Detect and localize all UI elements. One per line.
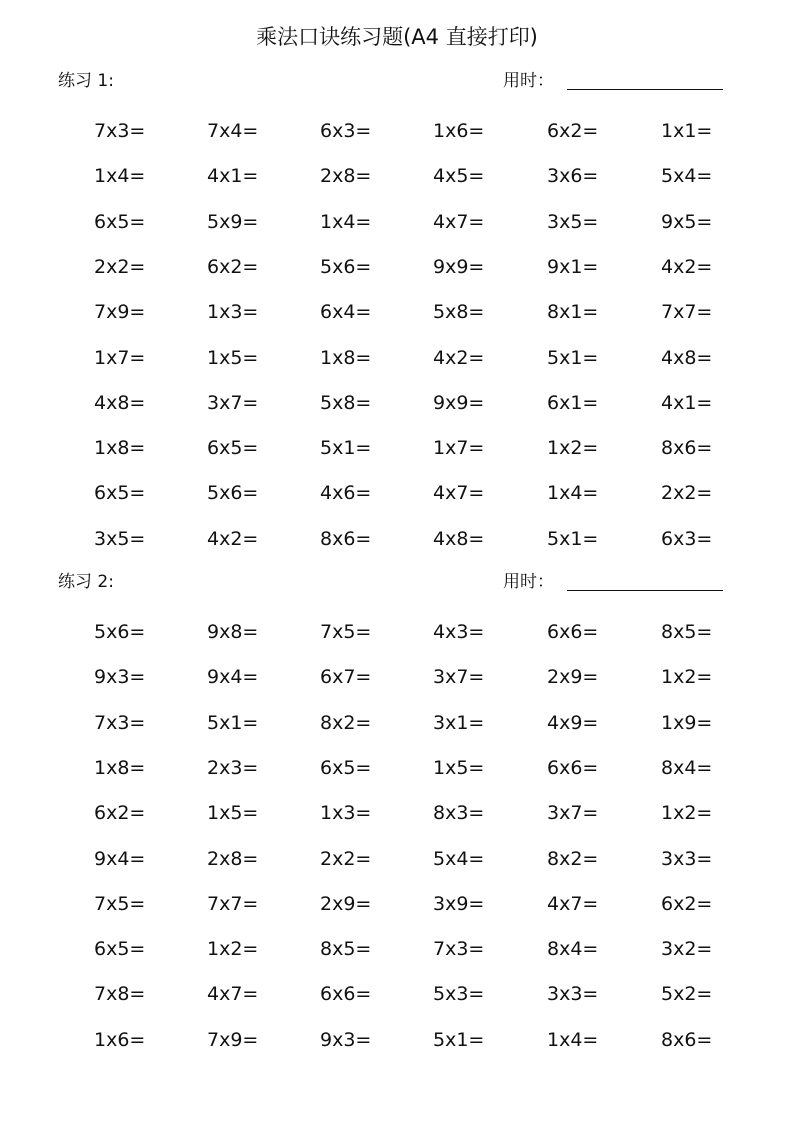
problem: 5x3= bbox=[433, 983, 485, 1005]
problem: 5x1= bbox=[547, 347, 599, 369]
problem: 4x5= bbox=[433, 165, 485, 187]
problem: 8x1= bbox=[547, 301, 599, 323]
problem: 6x5= bbox=[320, 757, 372, 779]
problem: 3x2= bbox=[661, 938, 713, 960]
problem: 9x4= bbox=[94, 848, 146, 870]
problem: 4x3= bbox=[433, 621, 485, 643]
problem: 5x4= bbox=[661, 165, 713, 187]
problem: 6x6= bbox=[547, 621, 599, 643]
section-label: 练习 2: bbox=[58, 572, 114, 592]
problem: 9x3= bbox=[320, 1029, 372, 1051]
problem: 7x4= bbox=[207, 120, 259, 142]
problem: 4x7= bbox=[433, 211, 485, 233]
problem: 4x8= bbox=[661, 347, 713, 369]
problem: 6x6= bbox=[547, 757, 599, 779]
problem: 8x2= bbox=[320, 712, 372, 734]
problem: 9x5= bbox=[661, 211, 713, 233]
problem: 8x4= bbox=[661, 757, 713, 779]
problem: 1x6= bbox=[433, 120, 485, 142]
problem: 7x7= bbox=[661, 301, 713, 323]
problem: 1x4= bbox=[320, 211, 372, 233]
problem: 5x6= bbox=[207, 482, 259, 504]
problem: 5x1= bbox=[547, 528, 599, 550]
problem: 2x2= bbox=[661, 482, 713, 504]
problem: 1x7= bbox=[94, 347, 146, 369]
problem: 8x6= bbox=[661, 1029, 713, 1051]
problem: 6x5= bbox=[94, 482, 146, 504]
problem: 3x7= bbox=[207, 392, 259, 414]
problem: 1x4= bbox=[547, 482, 599, 504]
problem: 4x9= bbox=[547, 712, 599, 734]
problem: 8x3= bbox=[433, 802, 485, 824]
problem: 3x5= bbox=[547, 211, 599, 233]
problem: 7x5= bbox=[320, 621, 372, 643]
problem: 9x8= bbox=[207, 621, 259, 643]
problem: 3x7= bbox=[433, 666, 485, 688]
problem: 2x8= bbox=[320, 165, 372, 187]
problem: 4x2= bbox=[207, 528, 259, 550]
problem: 8x5= bbox=[320, 938, 372, 960]
problem: 9x9= bbox=[433, 392, 485, 414]
problem: 4x7= bbox=[433, 482, 485, 504]
problem: 6x5= bbox=[94, 211, 146, 233]
problem: 1x2= bbox=[661, 802, 713, 824]
problem: 5x1= bbox=[433, 1029, 485, 1051]
problem: 1x5= bbox=[207, 802, 259, 824]
problem: 8x6= bbox=[320, 528, 372, 550]
problem: 7x3= bbox=[94, 120, 146, 142]
problem: 1x6= bbox=[94, 1029, 146, 1051]
problem: 7x9= bbox=[94, 301, 146, 323]
problem: 4x2= bbox=[433, 347, 485, 369]
problem: 4x1= bbox=[207, 165, 259, 187]
problem: 4x1= bbox=[661, 392, 713, 414]
time-blank-line bbox=[567, 590, 723, 591]
problem: 5x9= bbox=[207, 211, 259, 233]
problem: 6x6= bbox=[320, 983, 372, 1005]
problem: 1x3= bbox=[320, 802, 372, 824]
section-label: 练习 1: bbox=[58, 71, 114, 91]
problem: 1x5= bbox=[207, 347, 259, 369]
problem: 8x5= bbox=[661, 621, 713, 643]
problem: 3x7= bbox=[547, 802, 599, 824]
problem: 7x8= bbox=[94, 983, 146, 1005]
problem: 9x9= bbox=[433, 256, 485, 278]
problem: 4x8= bbox=[94, 392, 146, 414]
time-field bbox=[503, 70, 725, 92]
problem: 6x2= bbox=[94, 802, 146, 824]
time-label: 用时： bbox=[503, 572, 554, 592]
problem: 6x2= bbox=[661, 893, 713, 915]
time-field bbox=[503, 571, 725, 593]
problem: 2x9= bbox=[320, 893, 372, 915]
problem: 1x8= bbox=[320, 347, 372, 369]
problem: 2x2= bbox=[94, 256, 146, 278]
problem: 5x8= bbox=[433, 301, 485, 323]
problem: 7x9= bbox=[207, 1029, 259, 1051]
problem: 3x9= bbox=[433, 893, 485, 915]
problem: 5x1= bbox=[207, 712, 259, 734]
problem: 6x5= bbox=[94, 938, 146, 960]
problem: 5x1= bbox=[320, 437, 372, 459]
problem: 4x2= bbox=[661, 256, 713, 278]
problem: 6x5= bbox=[207, 437, 259, 459]
problem: 6x7= bbox=[320, 666, 372, 688]
problem: 1x5= bbox=[433, 757, 485, 779]
problem: 7x7= bbox=[207, 893, 259, 915]
page-title: 乘法口诀练习题(A4 直接打印) bbox=[256, 25, 538, 49]
problem: 5x2= bbox=[661, 983, 713, 1005]
problem: 1x4= bbox=[547, 1029, 599, 1051]
problem: 4x8= bbox=[433, 528, 485, 550]
problem: 4x7= bbox=[547, 893, 599, 915]
problem: 3x1= bbox=[433, 712, 485, 734]
problem: 9x3= bbox=[94, 666, 146, 688]
problem: 2x9= bbox=[547, 666, 599, 688]
problem: 6x1= bbox=[547, 392, 599, 414]
problem: 3x3= bbox=[547, 983, 599, 1005]
problem: 6x2= bbox=[547, 120, 599, 142]
problem: 9x4= bbox=[207, 666, 259, 688]
problem: 1x9= bbox=[661, 712, 713, 734]
problem: 6x3= bbox=[661, 528, 713, 550]
time-label: 用时： bbox=[503, 71, 554, 91]
problem: 5x6= bbox=[94, 621, 146, 643]
problem: 8x6= bbox=[661, 437, 713, 459]
problem: 6x3= bbox=[320, 120, 372, 142]
problem: 5x8= bbox=[320, 392, 372, 414]
problem: 7x5= bbox=[94, 893, 146, 915]
problem: 3x6= bbox=[547, 165, 599, 187]
problem: 1x2= bbox=[207, 938, 259, 960]
problem: 1x3= bbox=[207, 301, 259, 323]
problem: 1x4= bbox=[94, 165, 146, 187]
problem: 3x3= bbox=[661, 848, 713, 870]
problem: 1x8= bbox=[94, 757, 146, 779]
problem: 1x2= bbox=[661, 666, 713, 688]
problem: 2x2= bbox=[320, 848, 372, 870]
problem: 5x6= bbox=[320, 256, 372, 278]
problem: 5x4= bbox=[433, 848, 485, 870]
problem: 1x8= bbox=[94, 437, 146, 459]
problem: 6x4= bbox=[320, 301, 372, 323]
problem: 1x1= bbox=[661, 120, 713, 142]
problem: 2x3= bbox=[207, 757, 259, 779]
problem: 1x7= bbox=[433, 437, 485, 459]
problem: 4x7= bbox=[207, 983, 259, 1005]
problem: 7x3= bbox=[94, 712, 146, 734]
problem: 1x2= bbox=[547, 437, 599, 459]
problem: 8x2= bbox=[547, 848, 599, 870]
problem: 8x4= bbox=[547, 938, 599, 960]
problem: 3x5= bbox=[94, 528, 146, 550]
problem: 9x1= bbox=[547, 256, 599, 278]
time-blank-line bbox=[567, 89, 723, 90]
problem: 2x8= bbox=[207, 848, 259, 870]
problem: 7x3= bbox=[433, 938, 485, 960]
problem: 4x6= bbox=[320, 482, 372, 504]
problem: 6x2= bbox=[207, 256, 259, 278]
